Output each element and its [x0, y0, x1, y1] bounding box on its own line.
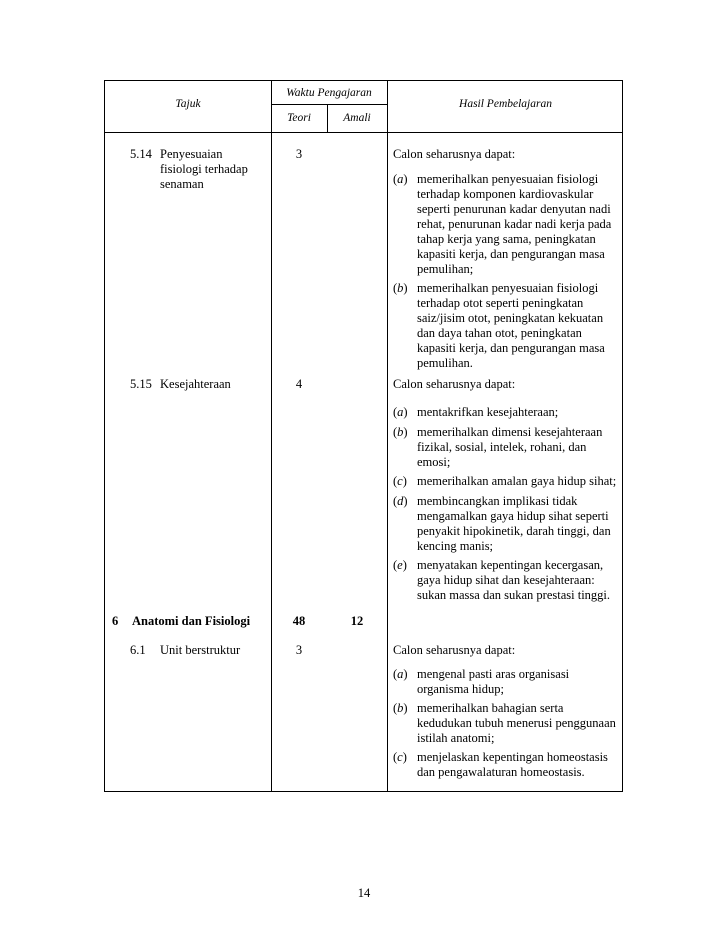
outcome-text: mengamalkan gaya hidup sihat seperti — [417, 509, 609, 523]
row-6-1-teori: 3 — [295, 643, 303, 657]
row-5-15-teori: 4 — [295, 377, 303, 391]
header-hasil: Hasil Pembelajaran — [459, 98, 552, 110]
row-5-14-intro: Calon seharusnya dapat: — [393, 147, 516, 161]
outcome-label: (e) — [393, 558, 407, 572]
row-5-14-number: 5.14 — [130, 147, 152, 161]
outcome-label: (a) — [393, 667, 408, 681]
outcome-text: pemulihan. — [417, 356, 473, 370]
outcome-text: membincangkan implikasi tidak — [417, 494, 578, 508]
outcome-label: (c) — [393, 474, 407, 488]
section-6-title: Anatomi dan Fisiologi — [132, 614, 251, 628]
waktu-subheader-line — [271, 104, 387, 105]
outcome-text: memerihalkan dimensi kesejahteraan — [417, 425, 603, 439]
outcome-text: memerihalkan penyesuaian fisiologi — [417, 281, 599, 295]
outcome-label: (b) — [393, 425, 408, 439]
outcome-label: (a) — [393, 172, 408, 186]
outcome-text: kencing manis; — [417, 539, 494, 553]
outcome-text: memerihalkan bahagian serta — [417, 701, 564, 715]
row-6-1-intro: Calon seharusnya dapat: — [393, 643, 516, 657]
header-tajuk: Tajuk — [175, 98, 201, 110]
row-5-15-intro: Calon seharusnya dapat: — [393, 377, 516, 391]
column-divider-tajuk — [271, 81, 272, 791]
outcome-label: (d) — [393, 494, 408, 508]
outcome-label: (b) — [393, 701, 408, 715]
outcome-text: pemulihan; — [417, 262, 474, 276]
outcome-text: kapasiti kerja, dan pengurangan masa — [417, 247, 605, 261]
outcome-text: rehat, penurunan kadar nadi kerja pada — [417, 217, 612, 231]
column-divider-waktu — [387, 81, 388, 791]
outcome-text: istilah anatomi; — [417, 731, 495, 745]
section-6-amali: 12 — [350, 614, 364, 628]
row-5-14-title-line: Penyesuaian — [160, 147, 223, 161]
row-6-1-title: Unit berstruktur — [160, 643, 241, 657]
outcome-text: saiz/jisim otot, peningkatan kekuatan — [417, 311, 604, 325]
outcome-text: dan daya tahan otot, peningkatan — [417, 326, 582, 340]
row-5-14-title-line: fisiologi terhadap — [160, 162, 248, 176]
outcome-text: penyakit hipokinetik, darah tinggi, dan — [417, 524, 611, 538]
outcome-text: memerihalkan amalan gaya hidup sihat; — [417, 474, 617, 488]
row-5-14-title-line: senaman — [160, 177, 204, 191]
outcome-text: kapasiti kerja, dan pengurangan masa — [417, 341, 605, 355]
outcome-text: fizikal, sosial, intelek, rohani, dan — [417, 440, 587, 454]
outcome-text: organisma hidup; — [417, 682, 504, 696]
outcome-text: sukan massa dan sukan prestasi tinggi. — [417, 588, 611, 602]
outcome-text: menjelaskan kepentingan homeostasis — [417, 750, 608, 764]
outcome-text: terhadap otot seperti peningkatan — [417, 296, 584, 310]
row-5-14-teori: 3 — [295, 147, 303, 161]
outcome-text: terhadap komponen kardiovaskular — [417, 187, 594, 201]
row-5-15-title: Kesejahteraan — [160, 377, 231, 391]
outcome-label: (b) — [393, 281, 408, 295]
header-teori: Teori — [287, 112, 311, 124]
row-5-15-number: 5.15 — [130, 377, 152, 391]
outcome-text: emosi; — [417, 455, 451, 469]
outcome-text: seperti penurunan kadar denyutan nadi — [417, 202, 611, 216]
outcome-text: kedudukan tubuh menerusi penggunaan — [417, 716, 616, 730]
section-6-teori: 48 — [292, 614, 306, 628]
outcome-text: gaya hidup sihat dan kesejahteraan: — [417, 573, 595, 587]
section-6-number: 6 — [112, 614, 119, 628]
row-6-1-number: 6.1 — [130, 643, 146, 657]
outcome-text: menyatakan kepentingan kecergasan, — [417, 558, 604, 572]
outcome-text: dan pengawalaturan homeostasis. — [417, 765, 585, 779]
outcome-label: (a) — [393, 405, 408, 419]
outcome-text: mentakrifkan kesejahteraan; — [417, 405, 559, 419]
header-amali: Amali — [343, 112, 371, 124]
outcome-text: tahap kerja yang sama, peningkatan — [417, 232, 596, 246]
outcome-text: mengenal pasti aras organisasi — [417, 667, 570, 681]
header-waktu: Waktu Pengajaran — [286, 87, 372, 99]
header-bottom-line — [105, 132, 622, 133]
page-number: 14 — [357, 886, 371, 900]
syllabus-table — [104, 80, 623, 792]
outcome-text: memerihalkan penyesuaian fisiologi — [417, 172, 599, 186]
outcome-label: (c) — [393, 750, 407, 764]
